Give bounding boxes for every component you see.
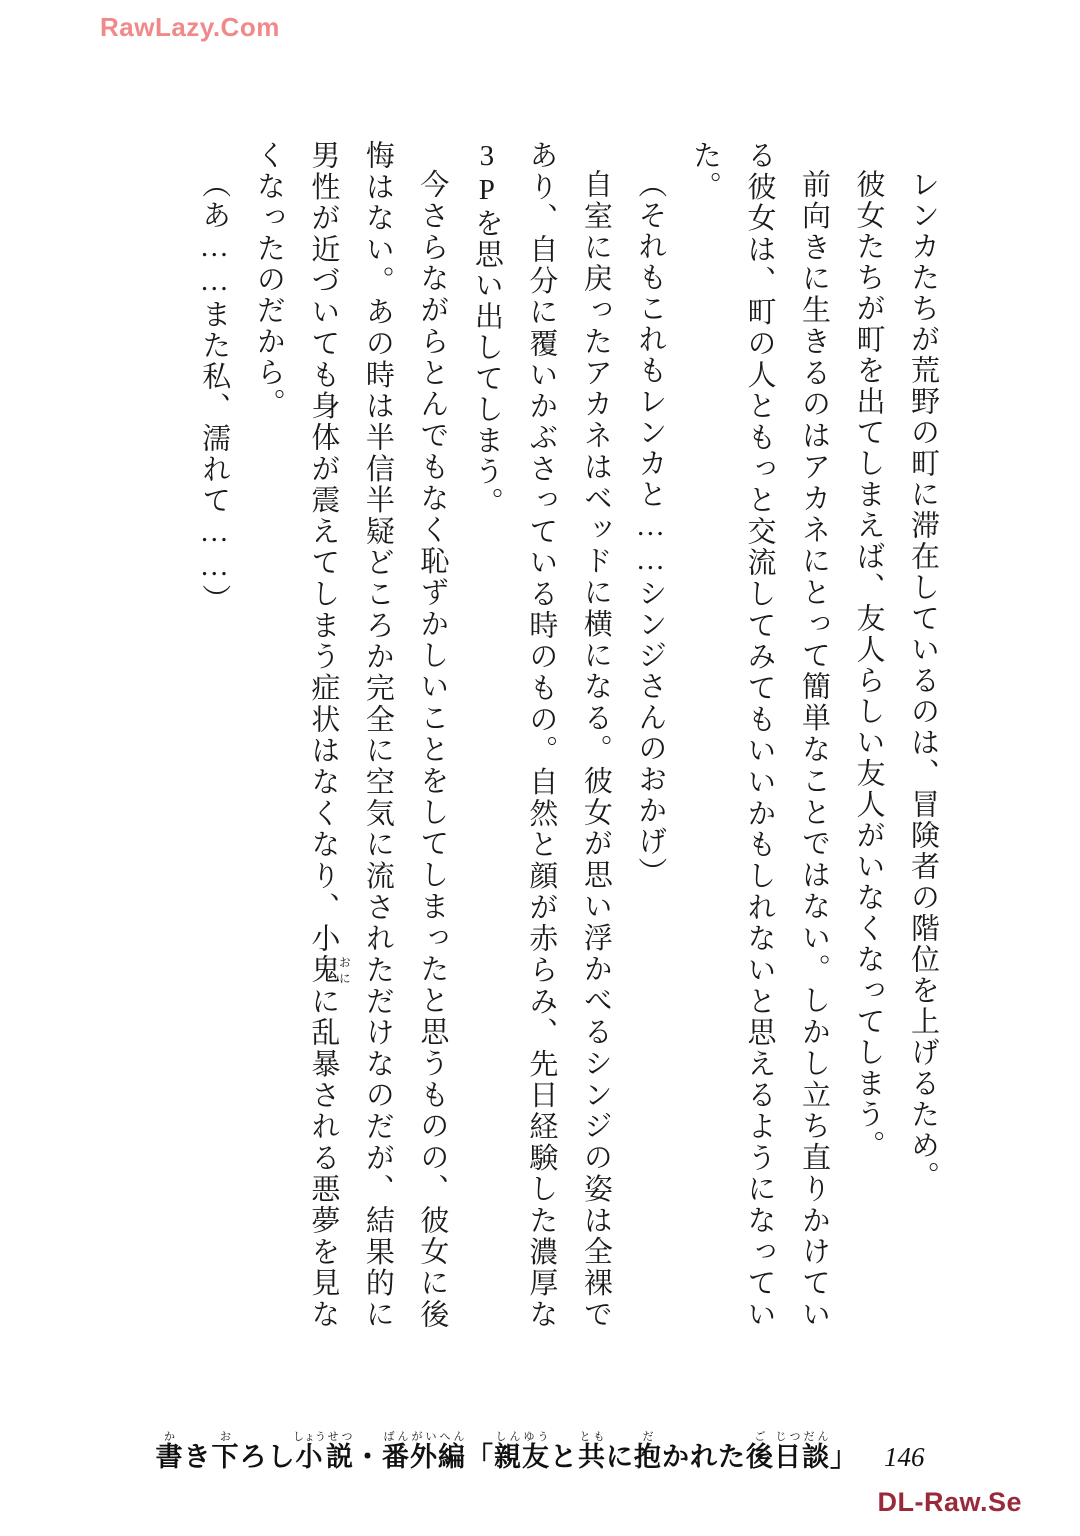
ruby-group: 友ゆう (522, 1431, 550, 1472)
ruby-group: 説せつ (326, 1431, 354, 1472)
page-footer (0, 1431, 1080, 1474)
ruby-group: 抱だ (634, 1431, 662, 1472)
ruby-group: 談だん (802, 1431, 830, 1472)
watermark-top-left: RawLazy.Com (100, 12, 280, 42)
paragraph-1: レンカたちが荒野の町に滞在しているのは、冒険者の階位を上げるため。 (907, 169, 939, 1192)
paragraph-3: 前向きに生きるのはアカネにとって簡単なことではない。しかし立ち直りかけている彼女は、町の人ともっと交流してみてもいいかもしれないと思えるようになっていた。 (688, 140, 830, 1331)
ruby-group: 下お (211, 1431, 240, 1472)
footer-running-title: 書かき下おろし小しょう説せつ・番ばん外がい編へん「親しん友ゆうと共ともに抱だかれた後ご日じつ談だん」 (155, 1431, 858, 1472)
paragraph-2: 彼女たちが町を出てしまえば、友人らしい友人がいなくなってしまう。 (852, 169, 885, 1161)
page-number: 146 (884, 1442, 925, 1472)
watermark-bottom-right: DL-Raw.Se (877, 1487, 1022, 1517)
ruby-group: 後ご (746, 1431, 774, 1472)
paragraph-4: （それもこれもレンカと……シンジさんのおかげ） (634, 169, 667, 888)
ruby-group: 書か (155, 1431, 184, 1472)
ruby-group: 親しん (494, 1431, 522, 1472)
ruby-group: 共とも (578, 1431, 606, 1472)
ruby-group: 外がい (410, 1431, 438, 1472)
paragraph-7: （あ……また私、濡れて……） (198, 169, 231, 615)
paragraph-5: 自室に戻ったアカネはベッドに横になる。彼女が思い浮かべるシンジの姿は全裸であり、自分に覆いかぶさっている時のもの。自然と顔が赤らみ、先日経験した濃厚な3Pを思い出してしまう。 (470, 140, 612, 1330)
ruby-group: 番ばん (382, 1431, 410, 1472)
ruby-group: 編へん (438, 1431, 466, 1472)
ruby-group: 鬼おに (307, 954, 352, 986)
paragraph-6: 今さらながらとんでもなく恥ずかしいことをしてしまったと思うものの、彼女に後悔はない。あの時は半信半疑どころか完全に空気に流されただけなのだが、結果的に男性が近づいても身体が震えてしまう症状はなくなり、小鬼おにに乱暴される悪夢を見なくなったのだから。 (252, 140, 449, 1331)
ruby-group: 小しょう (293, 1431, 326, 1472)
page-text-body (120, 140, 950, 1330)
ruby-group: 日じつ (774, 1431, 802, 1472)
